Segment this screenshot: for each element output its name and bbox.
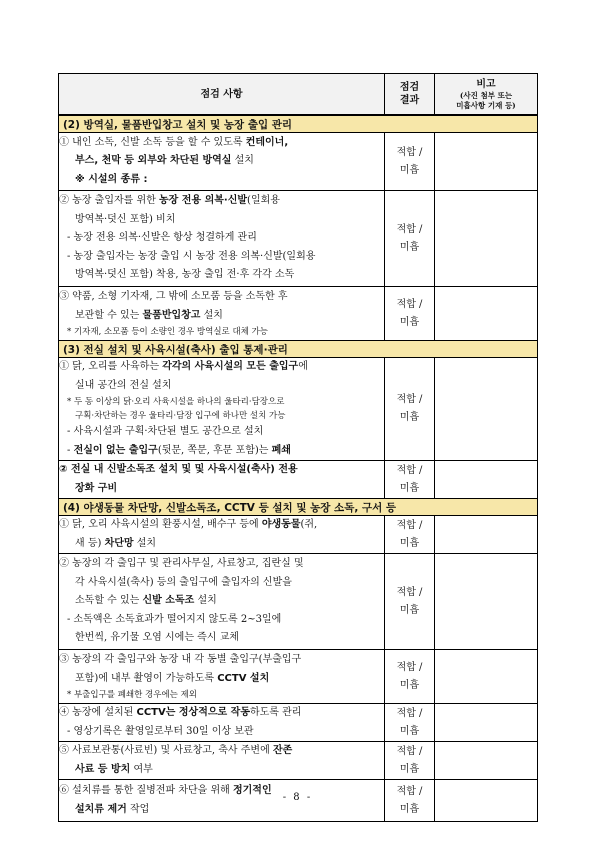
result-cell[interactable]: 적합 / 미흡 [385, 287, 435, 341]
remarks-cell[interactable] [435, 516, 538, 554]
remarks-cell[interactable] [435, 650, 538, 704]
remarks-cell[interactable] [435, 704, 538, 742]
header-inspection-item: 점검 사항 [59, 74, 385, 116]
result-cell[interactable]: 적합 / 미흡 [385, 516, 435, 554]
remarks-cell[interactable] [435, 742, 538, 780]
item-cell: ⑤ 사료보관통(사료빈) 및 사료창고, 축사 주변에 잔존 사료 등 방치 여부 [59, 742, 385, 780]
table-header-row [59, 74, 538, 116]
item-cell: ⑥ 설치류를 통한 질병전파 차단을 위해 정기적인 설치류 제거 작업 [59, 780, 385, 822]
section-title: (3) 전실 설치 및 사육시설(축사) 출입 통제·관리 [59, 341, 538, 358]
inspection-table [58, 73, 538, 822]
table-row [59, 191, 538, 287]
remarks-cell[interactable] [435, 287, 538, 341]
result-cell[interactable]: 적합 / 미흡 [385, 191, 435, 287]
result-cell[interactable]: 적합 / 미흡 [385, 704, 435, 742]
table-row [59, 461, 538, 499]
section-title: (2) 방역실, 물품반입창고 설치 및 농장 출입 관리 [59, 115, 538, 133]
item-cell: ① 내인 소독, 신발 소독 등을 할 수 있도록 컨테이너, 부스, 천막 등 외부와 차단된 방역실 설치 ※ 시설의 종류 : [59, 133, 385, 191]
item-cell: ④ 농장에 설치된 CCTV는 정상적으로 작동하도록 관리 - 영상기록은 촬영일로부터 30일 이상 보관 [59, 704, 385, 742]
result-cell[interactable]: 적합 / 미흡 [385, 133, 435, 191]
table-row [59, 287, 538, 341]
remarks-cell[interactable] [435, 461, 538, 499]
item-cell: ② 농장 출입자를 위한 농장 전용 의복·신발(일회용 방역복·덧신 포함) 비치 - 농장 전용 의복·신발은 항상 청결하게 관리 - 농장 출입자는 농장 출입 시 농장 전용 의복·신발(일회용 방역복·덧신 포함) 착용, 농장 출입 전·후 각각 소독 [59, 191, 385, 287]
table-row [59, 516, 538, 554]
result-cell[interactable]: 적합 / 미흡 [385, 461, 435, 499]
result-cell[interactable]: 적합 / 미흡 [385, 554, 435, 650]
table-row [59, 742, 538, 780]
result-cell[interactable]: 적합 / 미흡 [385, 780, 435, 822]
remarks-cell[interactable] [435, 133, 538, 191]
item-cell: ① 닭, 오리를 사육하는 각각의 사육시설의 모든 출입구에 실내 공간의 전실 설치 * 두 동 이상의 닭·오리 사육시설을 하나의 울타리·담장으로 구획·차단하는 경우 울타리·담장 입구에 하나만 설치 가능 - 사육시설과 구획·차단된 별도 공간으로 설치 - 전실이 없는 출입구(뒷문, 쪽문, 후문 포함)는 폐쇄 [59, 358, 385, 461]
section-row [59, 115, 538, 133]
item-cell: ③ 약품, 소형 기자재, 그 밖에 소모품 등을 소독한 후 보관할 수 있는 물품반입창고 설치 * 기자재, 소모품 등이 소량인 경우 방역실로 대체 가능 [59, 287, 385, 341]
remarks-cell[interactable] [435, 358, 538, 461]
section-title: (4) 야생동물 차단망, 신발소독조, CCTV 등 설치 및 농장 소독, 구서 등 [59, 499, 538, 516]
result-cell[interactable]: 적합 / 미흡 [385, 742, 435, 780]
page-number: - 8 - [282, 792, 313, 803]
table-row [59, 358, 538, 461]
result-cell[interactable]: 적합 / 미흡 [385, 358, 435, 461]
table-row [59, 704, 538, 742]
header-remarks: 비고 (사진 첨부 또는 미흡사항 기재 등) [435, 74, 538, 116]
item-cell: ② 전실 내 신발소독조 설치 및 및 사육시설(축사) 전용 장화 구비 [59, 461, 385, 499]
result-cell[interactable]: 적합 / 미흡 [385, 650, 435, 704]
section-row [59, 499, 538, 516]
item-cell: ① 닭, 오리 사육시설의 환풍시설, 배수구 등에 야생동물(쥐, 새 등) 차단망 설치 [59, 516, 385, 554]
table-row [59, 554, 538, 650]
remarks-cell[interactable] [435, 191, 538, 287]
table-row [59, 650, 538, 704]
remarks-cell[interactable] [435, 554, 538, 650]
table-row [59, 133, 538, 191]
item-cell: ② 농장의 각 출입구 및 관리사무실, 사료창고, 집란실 및 각 사육시설(축사) 등의 출입구에 출입자의 신발을 소독할 수 있는 신발 소독조 설치 - 소독액은 소독효과가 떨어지지 않도록 2~3일에 한번씩, 유기물 오염 시에는 즉시 교체 [59, 554, 385, 650]
header-result: 점검 결과 [385, 74, 435, 116]
item-cell: ③ 농장의 각 출입구와 농장 내 각 동별 출입구(부출입구 포함)에 내부 촬영이 가능하도록 CCTV 설치 * 부출입구를 폐쇄한 경우에는 제외 [59, 650, 385, 704]
section-row [59, 341, 538, 358]
